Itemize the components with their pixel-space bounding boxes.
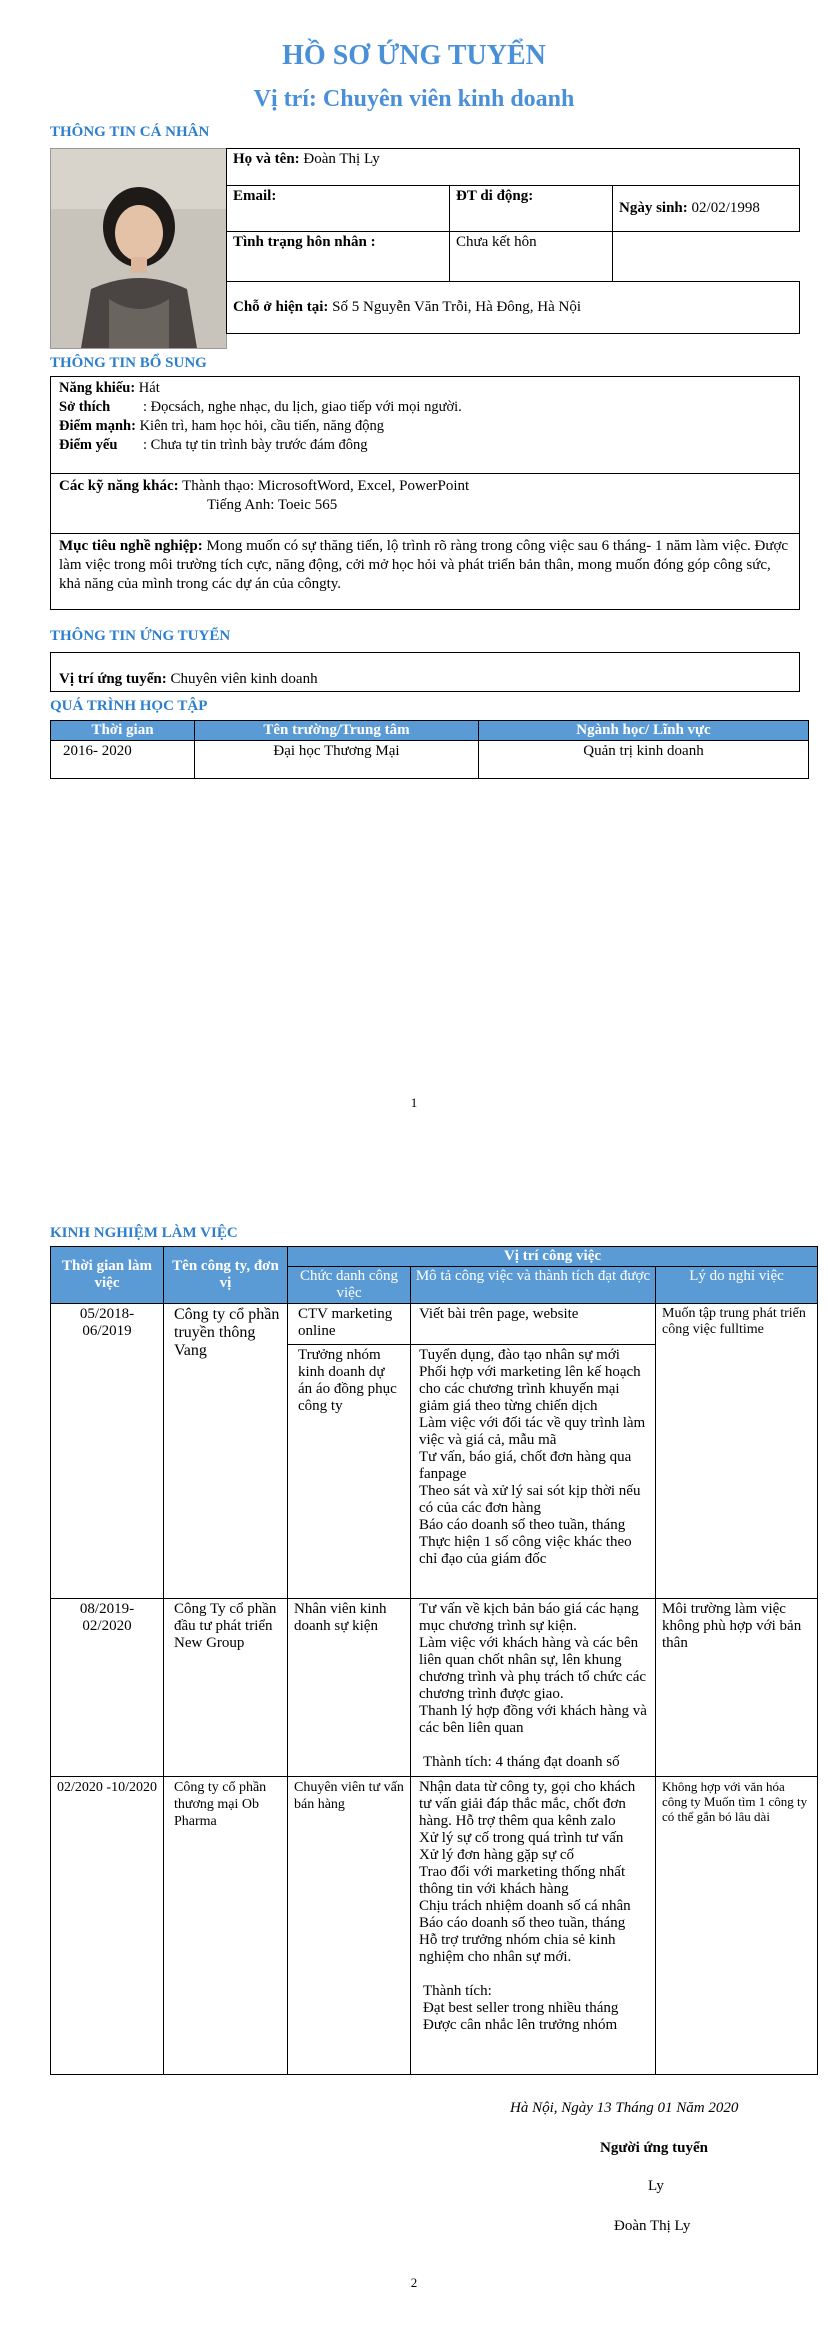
address-value: Số 5 Nguyễn Văn Trỗi, Hà Đông, Hà Nội	[332, 299, 582, 315]
page-number: 1	[410, 1095, 418, 1110]
hobby-row	[59, 398, 462, 417]
position-label: Vị trí ứng tuyển:	[59, 671, 167, 687]
edu-school: Đại học Thương Mại	[195, 741, 479, 779]
table-row	[51, 1599, 818, 1777]
exp-desc-line	[419, 1737, 647, 1754]
exp-desc-line: Thực hiện 1 số công việc khác theo chỉ đạo của giám đốc	[419, 1534, 632, 1567]
strength-row	[59, 417, 462, 436]
exp-desc-line: Theo sát và xử lý sai sót kịp thời nếu có của các đơn hàng	[419, 1483, 641, 1516]
marital-value-cell	[450, 232, 613, 282]
phone-cell	[450, 186, 613, 232]
exp-desc-line: Tư vấn về kịch bản báo giá các hạng mục chương trình sự kiện.	[419, 1601, 639, 1634]
name-label: Họ và tên:	[233, 151, 300, 167]
divider	[51, 473, 799, 474]
exp-desc-line: Tuyển dụng, đào tạo nhân sự mới	[419, 1347, 620, 1363]
exp-desc-line: Phối hợp với marketing lên kế hoạch cho các chương trình khuyến mại giảm giá theo từng chiến dịch	[419, 1364, 641, 1414]
exp-title-item: Nhân viên kinh doanh sự kiện	[288, 1599, 411, 1777]
skills-line1: Thành thạo: MicrosoftWord, Excel, PowerPoint	[182, 478, 470, 494]
exp-header-time: Thời gian làm việc	[51, 1247, 164, 1304]
experience-table	[50, 1246, 818, 2075]
goal-text: Mong muốn có sự thăng tiến, lộ trình rõ ràng trong công việc sau 6 tháng- 1 năm làm việc. Được làm việc trong môi trường tích cực, năng động, cởi mở học hỏi và phát triển bản thân, mong muốn đóng góp công sức, khả năng của mình trong các dự án của côngty.	[59, 538, 789, 592]
exp-reason: Không hợp với văn hóa công ty Muốn tìm 1 công ty có thể gắn bó lâu dài	[656, 1777, 818, 2075]
avatar	[50, 148, 227, 349]
edu-header-school: Tên trường/Trung tâm	[195, 721, 479, 741]
weakness-label: Điểm yếu	[59, 437, 118, 453]
exp-desc-line: Báo cáo doanh số theo tuần, tháng	[419, 1517, 626, 1533]
exp-desc-line: Chịu trách nhiệm doanh số cá nhân	[419, 1898, 631, 1914]
skills-row	[59, 477, 469, 496]
position-value: Chuyên viên kinh doanh	[170, 671, 318, 687]
exp-desc-line: Trao đổi với marketing thống nhất thông tin với khách hàng	[419, 1864, 626, 1897]
exp-desc-line: Thành tích: 4 tháng đạt doanh số	[423, 1754, 620, 1770]
exp-header-company: Tên công ty, đơn vị	[164, 1247, 288, 1304]
skills-line2: Tiếng Anh: Toeic 565	[207, 497, 338, 513]
weakness-value: : Chưa tự tin trình bày trước đám đông	[143, 437, 368, 453]
exp-desc-line: Viết bài trên page, website	[411, 1304, 655, 1345]
talent-label: Năng khiếu:	[59, 380, 136, 396]
address-label: Chỗ ở hiện tại:	[233, 299, 329, 315]
exp-header-title: Chức danh công việc	[288, 1267, 411, 1304]
exp-header-desc: Mô tả công việc và thành tích đạt được	[411, 1267, 656, 1304]
exp-title-item: CTV marketing online	[288, 1304, 410, 1345]
exp-desc-line: Tư vấn, báo giá, chốt đơn hàng qua fanpage	[419, 1449, 632, 1482]
marital-cell	[227, 232, 450, 282]
divider	[51, 533, 799, 534]
extra-info-box	[50, 376, 800, 610]
exp-time: 02/2020 -10/2020	[51, 1777, 164, 2075]
exp-desc	[411, 1304, 656, 1599]
portrait-image	[51, 149, 226, 348]
table-row	[51, 1304, 818, 1599]
exp-time: 05/2018- 06/2019	[51, 1304, 164, 1599]
dob-value: 02/02/1998	[691, 200, 760, 216]
exp-time: 08/2019- 02/2020	[51, 1599, 164, 1777]
document-subtitle: Vị trí: Chuyên viên kinh doanh	[253, 86, 575, 112]
strength-value: Kiên trì, ham học hỏi, cầu tiến, năng động	[139, 418, 384, 434]
signature-date: Hà Nội, Ngày 13 Tháng 01 Năm 2020	[510, 2100, 739, 2116]
exp-desc-line: Báo cáo doanh số theo tuần, tháng	[419, 1915, 626, 1931]
exp-desc-line: Đạt best seller trong nhiều tháng	[423, 2000, 619, 2016]
exp-title-item: Chuyên viên tư vấn bán hàng	[288, 1777, 411, 2075]
name-cell	[227, 149, 800, 186]
section-extra-title: THÔNG TIN BỔ SUNG	[50, 355, 207, 371]
email-cell	[227, 186, 450, 232]
section-education-title: QUÁ TRÌNH HỌC TẬP	[50, 698, 208, 714]
exp-header-position-group: Vị trí công việc	[288, 1247, 818, 1267]
skills-label: Các kỹ năng khác:	[59, 478, 179, 494]
exp-titles	[288, 1304, 411, 1599]
hobby-label: Sở thích	[59, 399, 111, 415]
exp-title-item: Trưởng nhóm kinh doanh dự án áo đồng phục công ty	[298, 1347, 397, 1414]
exp-desc-line: Làm việc với khách hàng và các bên liên quan chốt nhân sự, lên khung chương trình và phụ trách tổ chức các chương trình được giao.	[419, 1635, 647, 1702]
signature-sign: Ly	[648, 2178, 664, 2194]
talent-value: Hát	[138, 380, 160, 396]
exp-desc-line: Nhận data từ công ty, gọi cho khách tư vấn giải đáp thắc mắc, chốt đơn hàng. Hỗ trợ thêm qua kênh zalo	[419, 1779, 636, 1829]
empty-cell	[613, 232, 800, 282]
exp-desc-line: Xử lý đơn hàng gặp sự cố	[419, 1847, 575, 1863]
education-table	[50, 720, 809, 779]
exp-company: Công ty cổ phần thương mại Ob Pharma	[164, 1777, 288, 2075]
exp-desc	[411, 1777, 656, 2075]
exp-desc-line	[419, 1966, 647, 1983]
apply-box	[50, 652, 800, 692]
dob-label: Ngày sinh:	[619, 200, 688, 216]
signature-name: Đoàn Thị Ly	[614, 2218, 691, 2234]
section-personal-title: THÔNG TIN CÁ NHÂN	[50, 124, 210, 140]
exp-desc-line: Thành tích:	[423, 1983, 492, 1999]
marital-value: Chưa kết hôn	[456, 234, 537, 250]
table-row	[51, 1777, 818, 2075]
exp-desc-line: Hỗ trợ trưởng nhóm chia sẻ kinh nghiệm cho nhân sự mới.	[419, 1932, 616, 1965]
email-label: Email:	[233, 188, 277, 204]
talent-row	[59, 379, 462, 398]
edu-header-time: Thời gian	[51, 721, 195, 741]
exp-reason: Môi trường làm việc không phù hợp với bản thân	[656, 1599, 818, 1777]
exp-header-reason: Lý do nghỉ việc	[656, 1267, 818, 1304]
edu-header-major: Ngành học/ Lĩnh vực	[479, 721, 809, 741]
section-apply-title: THÔNG TIN ỨNG TUYỂN	[50, 628, 231, 644]
strength-label: Điểm mạnh:	[59, 418, 136, 434]
goal-label: Mục tiêu nghề nghiệp:	[59, 538, 203, 554]
marital-label: Tình trạng hôn nhân :	[233, 234, 376, 250]
apply-row	[59, 671, 318, 688]
exp-desc-line: Được cân nhắc lên trưởng nhóm	[423, 2017, 618, 2033]
goal-paragraph	[59, 537, 789, 594]
exp-desc	[411, 1599, 656, 1777]
section-experience-title: KINH NGHIỆM LÀM VIỆC	[50, 1225, 238, 1241]
page-number: 2	[410, 2275, 418, 2290]
table-row	[51, 741, 809, 779]
phone-label: ĐT di động:	[456, 188, 534, 204]
edu-major: Quản trị kinh doanh	[479, 741, 809, 779]
exp-desc-line: Thanh lý hợp đồng với khách hàng và các bên liên quan	[419, 1703, 647, 1736]
exp-company: Công Ty cổ phần đầu tư phát triển New Group	[164, 1599, 288, 1777]
signature-label: Người ứng tuyển	[600, 2140, 708, 2156]
exp-reason: Muốn tập trung phát triển công việc fulltime	[656, 1304, 818, 1599]
hobby-value: : Đọcsách, nghe nhạc, du lịch, giao tiếp với mọi người.	[143, 399, 462, 415]
weakness-row	[59, 436, 462, 455]
edu-time: 2016- 2020	[51, 741, 195, 779]
name-value: Đoàn Thị Ly	[303, 151, 380, 167]
document-title: HỒ SƠ ỨNG TUYỂN	[282, 40, 546, 71]
exp-desc-line: Xử lý sự cố trong quá trình tư vấn	[419, 1830, 624, 1846]
dob-cell	[613, 186, 800, 232]
exp-company: Công ty cổ phần truyền thông Vang	[164, 1304, 288, 1599]
personal-info-table	[226, 148, 800, 334]
address-cell	[227, 282, 800, 334]
exp-desc-line: Làm việc với đối tác về quy trình làm việc và giá cả, mẫu mã	[419, 1415, 646, 1448]
